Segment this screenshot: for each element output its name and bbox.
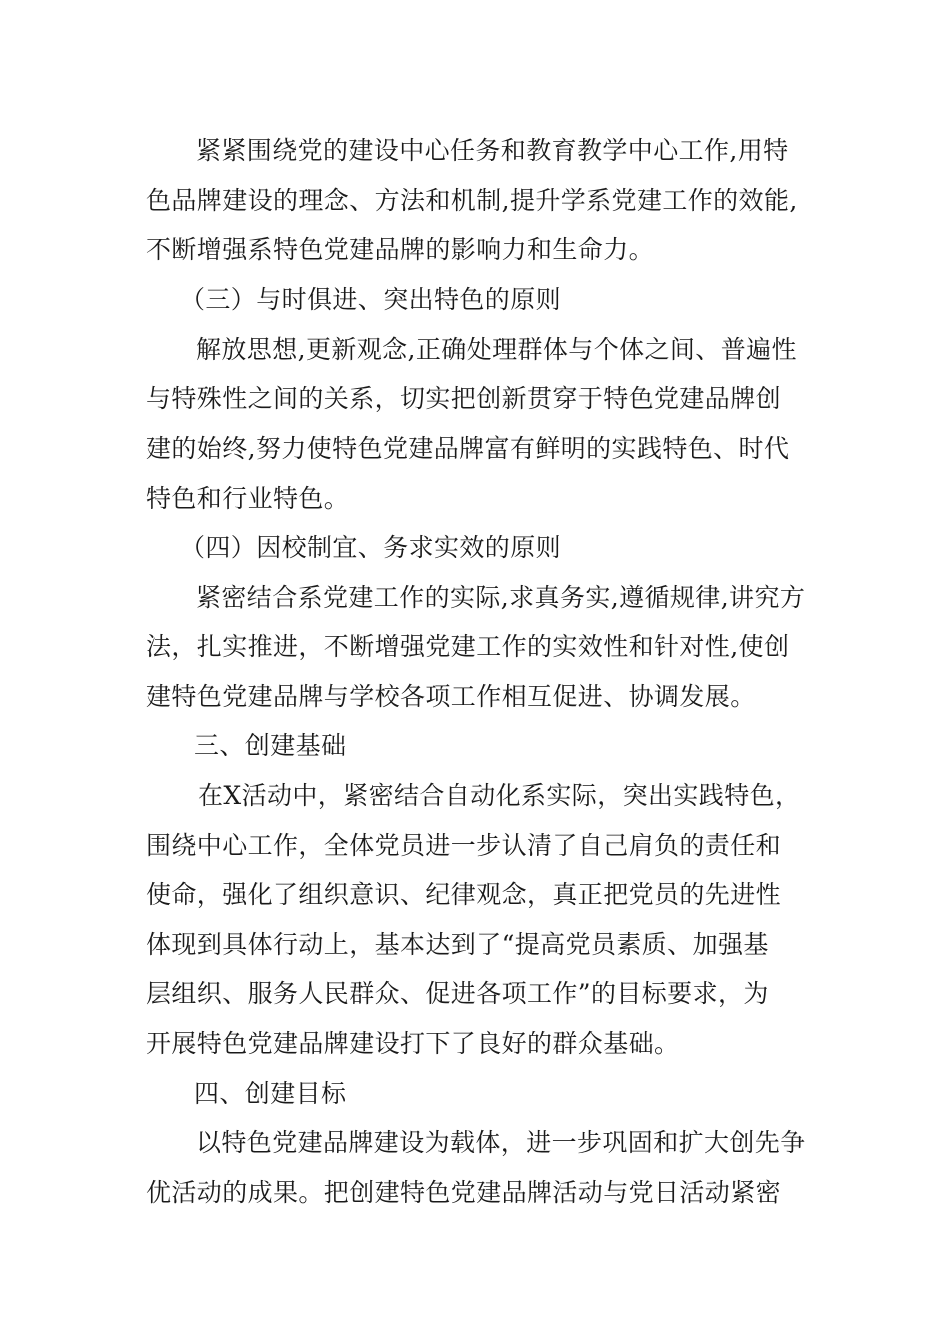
section-heading: （三）与时俱进、突出特色的原则 [180, 285, 562, 314]
paragraph-line: 体现到具体行动上，基本达到了“提高党员素质、加强基 [146, 930, 769, 959]
paragraph-line: 紧紧围绕党的建设中心任务和教育教学中心工作,用特 [196, 136, 789, 165]
paragraph-line: 建特色党建品牌与学校各项工作相互促进、协调发展。 [146, 682, 756, 711]
paragraph-line: 不断增强系特色党建品牌的影响力和生命力。 [146, 235, 655, 264]
paragraph-line: 色品牌建设的理念、方法和机制,提升学系党建工作的效能, [146, 186, 798, 215]
paragraph-line: 以特色党建品牌建设为载体，进一步巩固和扩大创先争 [196, 1128, 806, 1157]
paragraph-line: 紧密结合系党建工作的实际,求真务实,遵循规律,讲究方 [196, 583, 806, 612]
paragraph-line: 优活动的成果。把创建特色党建品牌活动与党日活动紧密 [146, 1178, 782, 1207]
section-heading: 四、创建目标 [194, 1079, 347, 1108]
paragraph-line: 围绕中心工作，全体党员进一步认清了自己肩负的责任和 [146, 831, 782, 860]
paragraph-line: 建的始终,努力使特色党建品牌富有鲜明的实践特色、时代 [146, 434, 790, 463]
paragraph-line: 法，扎实推进，不断增强党建工作的实效性和针对性,使创 [146, 632, 790, 661]
section-heading: 三、创建基础 [194, 731, 347, 760]
paragraph-line: 使命，强化了组织意识、纪律观念，真正把党员的先进性 [146, 880, 782, 909]
paragraph-line: 与特殊性之间的关系，切实把创新贯穿于特色党建品牌创 [146, 384, 782, 413]
paragraph-line: 解放思想,更新观念,正确处理群体与个体之间、普遍性 [196, 335, 797, 364]
paragraph-line: 开展特色党建品牌建设打下了良好的群众基础。 [146, 1029, 680, 1058]
section-heading: （四）因校制宜、务求实效的原则 [180, 533, 562, 562]
paragraph-line: 层组织、服务人民群众、促进各项工作”的目标要求，为 [146, 979, 769, 1008]
paragraph-line: 在X活动中，紧密结合自动化系实际，突出实践特色， [198, 781, 801, 810]
paragraph-line: 特色和行业特色。 [146, 484, 350, 513]
